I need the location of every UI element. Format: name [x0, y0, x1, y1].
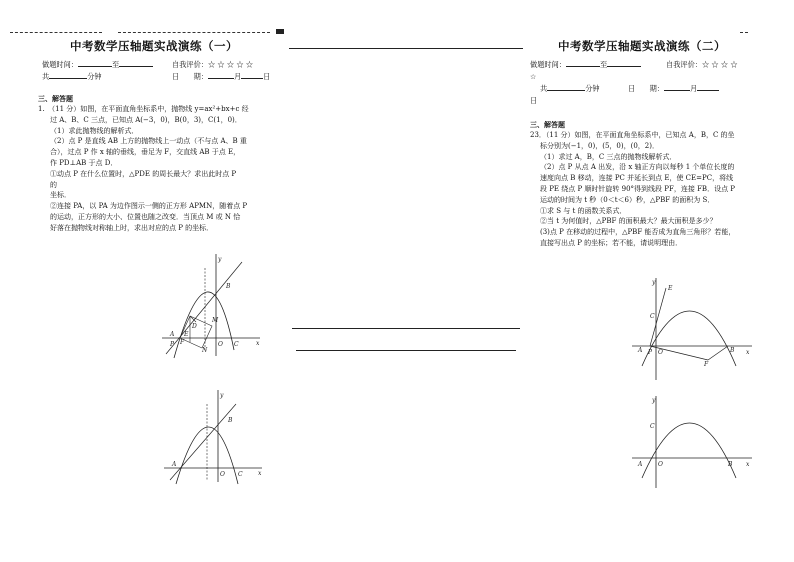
fig3-label-b: B: [730, 347, 735, 354]
right-self-eval: 自我评价：☆ ☆ ☆ ☆: [666, 60, 738, 69]
fig2-label-x: x: [258, 470, 262, 477]
fig1-label-y: y: [218, 256, 222, 263]
minutes-label: 分钟: [585, 84, 600, 93]
time-end-blank[interactable]: [607, 66, 641, 67]
fig4-label-c: C: [650, 423, 655, 430]
right-meta-row1: [530, 60, 641, 70]
line-ab: [170, 404, 236, 480]
time-label: 做题时间：: [530, 60, 566, 69]
fig2-label-o: O: [220, 471, 225, 478]
problem-line: 的: [50, 180, 57, 189]
fig1-label-e: E: [184, 331, 189, 338]
fig2-label-c: C: [238, 471, 243, 478]
problem-line: 好落在抛物线对称轴上时，求出对应的点 P 的坐标．: [50, 223, 214, 232]
day-blank[interactable]: [241, 78, 263, 79]
month-label: 月: [233, 72, 242, 81]
right-meta-row2: [540, 84, 600, 94]
problem-line: （2）点 P 是直线 AB 上方的抛物线上一动点（不与点 A、B 重: [50, 137, 247, 146]
fig3-label-e: E: [668, 285, 673, 292]
fig3-label-o: O: [658, 349, 663, 356]
problem-line: ②连接 PA，以 PA 为边作图示一侧的正方形 APMN，随着点 P: [50, 202, 248, 211]
top-dashed-rule-right: [740, 32, 748, 33]
left-meta-row1: [42, 60, 153, 70]
month-blank[interactable]: [208, 78, 234, 79]
right-star-extra: ☆: [530, 72, 537, 81]
top-dashed-rule-left: [10, 32, 102, 33]
problem-line: 标分别为(−1，0)，(5，0)，(0，2)．: [540, 141, 659, 150]
fig4-label-a: A: [638, 461, 643, 468]
problem-line: ①求 S 与 t 的函数关系式．: [540, 206, 627, 215]
left-section-heading: 三、解答题: [38, 94, 73, 103]
time-to: 至: [111, 60, 120, 69]
fig3-label-c: C: [650, 313, 655, 320]
time-start-blank[interactable]: [78, 66, 112, 67]
fig3-label-p: P: [648, 349, 653, 356]
fig1-label-x: x: [256, 340, 260, 347]
middle-rule-1: [292, 328, 520, 329]
right-day-label: 日: [530, 96, 538, 105]
fig4-label-o: O: [658, 461, 663, 468]
fig2-label-a: A: [172, 461, 177, 468]
fig4-label-b: B: [728, 461, 733, 468]
left-meta-row2: [42, 72, 102, 82]
problem-line: ①动点 P 在什么位置时，△PDE 的周长最大？求出此时点 P: [50, 169, 237, 178]
problem-line: 直接写出点 P 的坐标；若不能，请说明理由．: [540, 238, 683, 247]
time-end-blank[interactable]: [119, 66, 153, 67]
fig3-label-a: A: [638, 347, 643, 354]
problem-line: （1）求过 A，B，C 三点的抛物线解析式．: [540, 152, 677, 161]
figure-3: [628, 274, 758, 384]
total-blank[interactable]: [49, 78, 87, 79]
date-label: 日 期：: [172, 72, 208, 81]
total-blank[interactable]: [547, 90, 585, 91]
fig4-label-x: x: [746, 461, 750, 468]
fig1-label-d: D: [192, 323, 197, 330]
left-self-eval: 自我评价：☆ ☆ ☆ ☆ ☆: [172, 60, 254, 69]
fig3-label-x: x: [746, 349, 750, 356]
line-ab: [166, 262, 242, 354]
figure-2: [162, 386, 272, 486]
problem-line: （1）求此抛物线的解析式．: [50, 126, 139, 135]
left-title: 中考数学压轴题实战演练（一）: [70, 39, 238, 53]
left-problem-text: [38, 104, 278, 234]
time-to: 至: [599, 60, 608, 69]
title-rule: [289, 48, 523, 49]
figure-1: [160, 250, 270, 360]
fig1-label-c: C: [234, 341, 239, 348]
fig2-label-b: B: [228, 417, 233, 424]
time-label: 做题时间：: [42, 60, 78, 69]
figure-4: [628, 392, 758, 492]
problem-line: 运动的时间为 t 秒（0＜t＜6）秒，△PBF 的面积为 S．: [540, 195, 715, 204]
middle-rule-2: [296, 350, 516, 351]
fig1-label-b: B: [226, 283, 231, 290]
fig1-label-p: P: [170, 341, 175, 348]
day-blank[interactable]: [697, 90, 719, 91]
fig2-label-y: y: [220, 392, 224, 399]
total-label: 共: [42, 72, 50, 81]
time-start-blank[interactable]: [566, 66, 600, 67]
problem-line: 合），过点 P 作 x 轴的垂线，垂足为 F，交直线 AB 于点 E，: [50, 148, 241, 157]
problem-line: 坐标．: [50, 191, 71, 200]
month-blank[interactable]: [664, 90, 690, 91]
problem-line: (3)点 P 在移动的过程中，△PBF 能否成为直角三角形？若能，: [540, 228, 736, 237]
minutes-label: 分钟: [87, 72, 102, 81]
problem-line: 作 PD⊥AB 于点 D．: [50, 158, 118, 167]
fig1-label-f: F: [180, 339, 185, 346]
fig1-label-n: N: [202, 347, 208, 354]
problem-line: 速度向点 B 移动，连接 PC 并延长到点 E，使 CE=PC，将线: [540, 174, 734, 183]
problem-line: 过 A、B、C 三点，已知点 A(−3，0)，B(0，3)，C(1，0)．: [50, 115, 242, 124]
right-problem-text: [530, 130, 770, 249]
fig3-label-y: y: [652, 279, 656, 286]
date-label: 日 期：: [628, 84, 664, 93]
problem-line: 1. （11 分）如图，在平面直角坐标系中，抛物线 y=ax²+bx+c 经: [38, 105, 249, 113]
fig3-label-f: F: [704, 361, 709, 368]
right-section-heading: 三、解答题: [530, 120, 565, 129]
right-date-row: [628, 84, 719, 94]
top-marker: [276, 29, 284, 34]
right-title: 中考数学压轴题实战演练（二）: [558, 39, 726, 53]
top-dashed-rule-mid: [118, 32, 270, 33]
fig4-label-y: y: [652, 397, 656, 404]
problem-line: （2）点 P 从点 A 出发，沿 x 轴正方向以每秒 1 个单位长度的: [540, 163, 735, 172]
problem-line: 23．（11 分）如图，在平面直角坐标系中，已知点 A，B，C 的坐: [530, 131, 735, 139]
day-label: 日: [263, 72, 271, 81]
month-label: 月: [689, 84, 698, 93]
problem-line: 段 PE 绕点 P 顺时针旋转 90°得到线段 PF，连接 FB．设点 P: [540, 184, 736, 193]
fig1-label-m: M: [212, 317, 219, 324]
left-date-row: [172, 72, 270, 82]
problem-line: 的运动，正方形的大小、位置也随之改变．当顶点 M 或 N 恰: [50, 212, 241, 221]
problem-line: ②当 t 为何值时，△PBF 的面积最大？最大面积是多少？: [540, 217, 717, 226]
segment-fb: [708, 346, 728, 360]
fig1-label-a: A: [170, 331, 175, 338]
total-label: 共: [540, 84, 548, 93]
fig1-label-o: O: [218, 341, 223, 348]
